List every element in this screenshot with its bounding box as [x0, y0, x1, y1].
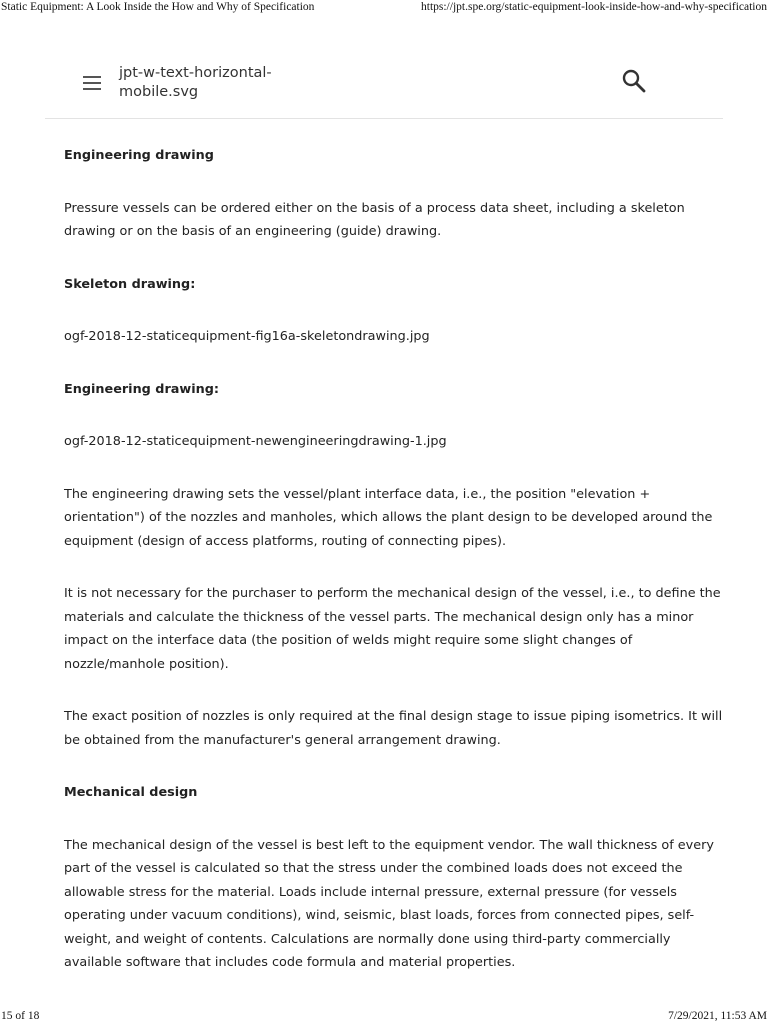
site-header	[45, 48, 723, 119]
paragraph-ordering: Pressure vessels can be ordered either on the basis of a process data sheet, including a skeleton drawing or on the basis of an engineering (guide) drawing.	[64, 200, 685, 239]
menu-button[interactable]	[81, 72, 103, 92]
heading-skeleton-drawing: Skeleton drawing:	[64, 276, 196, 292]
print-header	[0, 0, 768, 18]
hamburger-icon	[83, 76, 101, 78]
section-heading-engineering-drawing: Engineering drawing	[64, 148, 214, 163]
image-placeholder-skeleton: ogf-2018-12-staticequipment-fig16a-skeletondrawing.jpg	[64, 329, 430, 344]
print-footer	[0, 1008, 768, 1024]
paragraph-purchaser: It is not necessary for the purchaser to perform the mechanical design of the vessel, i.e., to define the materials and calculate the thickness of the vessel parts. The mechanical design only has a minor impact on the interface data (the position of welds might require some slight changes of nozzle/manhole position).	[64, 586, 721, 672]
search-icon	[621, 68, 647, 94]
heading-engineering-drawing: Engineering drawing:	[64, 381, 219, 397]
paragraph-nozzles: The exact position of nozzles is only required at the final design stage to issue piping isometrics. It will be obtained from the manufacturer's general arrangement drawing.	[64, 709, 723, 748]
print-page-title: Static Equipment: A Look Inside the How and Why of Specification	[1, 1, 315, 13]
article-body	[64, 144, 724, 1004]
image-placeholder-engineering: ogf-2018-12-staticequipment-newengineeringdrawing-1.jpg	[64, 434, 447, 449]
page-number: 15 of 18	[1, 1010, 40, 1022]
section-heading-mechanical-design: Mechanical design	[64, 785, 198, 800]
print-datetime: 7/29/2021, 11:53 AM	[668, 1010, 767, 1022]
print-page-url: https://jpt.spe.org/static-equipment-look-inside-how-and-why-specification	[421, 1, 767, 13]
search-button[interactable]	[621, 68, 647, 94]
paragraph-mechanical-design: The mechanical design of the vessel is best left to the equipment vendor. The wall thickness of every part of the vessel is calculated so that the stress under the combined loads does not exceed the allowable stress for the material. Loads include internal pressure, external pressure (for vessels operating under vacuum conditions), wind, seismic, blast loads, forces from connected pipes, self-weight, and weight of contents. Calculations are normally done using third-party commercially available software that includes code formula and material properties.	[64, 837, 714, 970]
site-logo[interactable]: jpt-w-text-horizontal-mobile.svg	[119, 65, 272, 100]
paragraph-interface-data: The engineering drawing sets the vessel/plant interface data, i.e., the position "elevation + orientation") of the nozzles and manholes, which allows the plant design to be developed around the equipment (design of access platforms, routing of connecting pipes).	[64, 486, 713, 549]
